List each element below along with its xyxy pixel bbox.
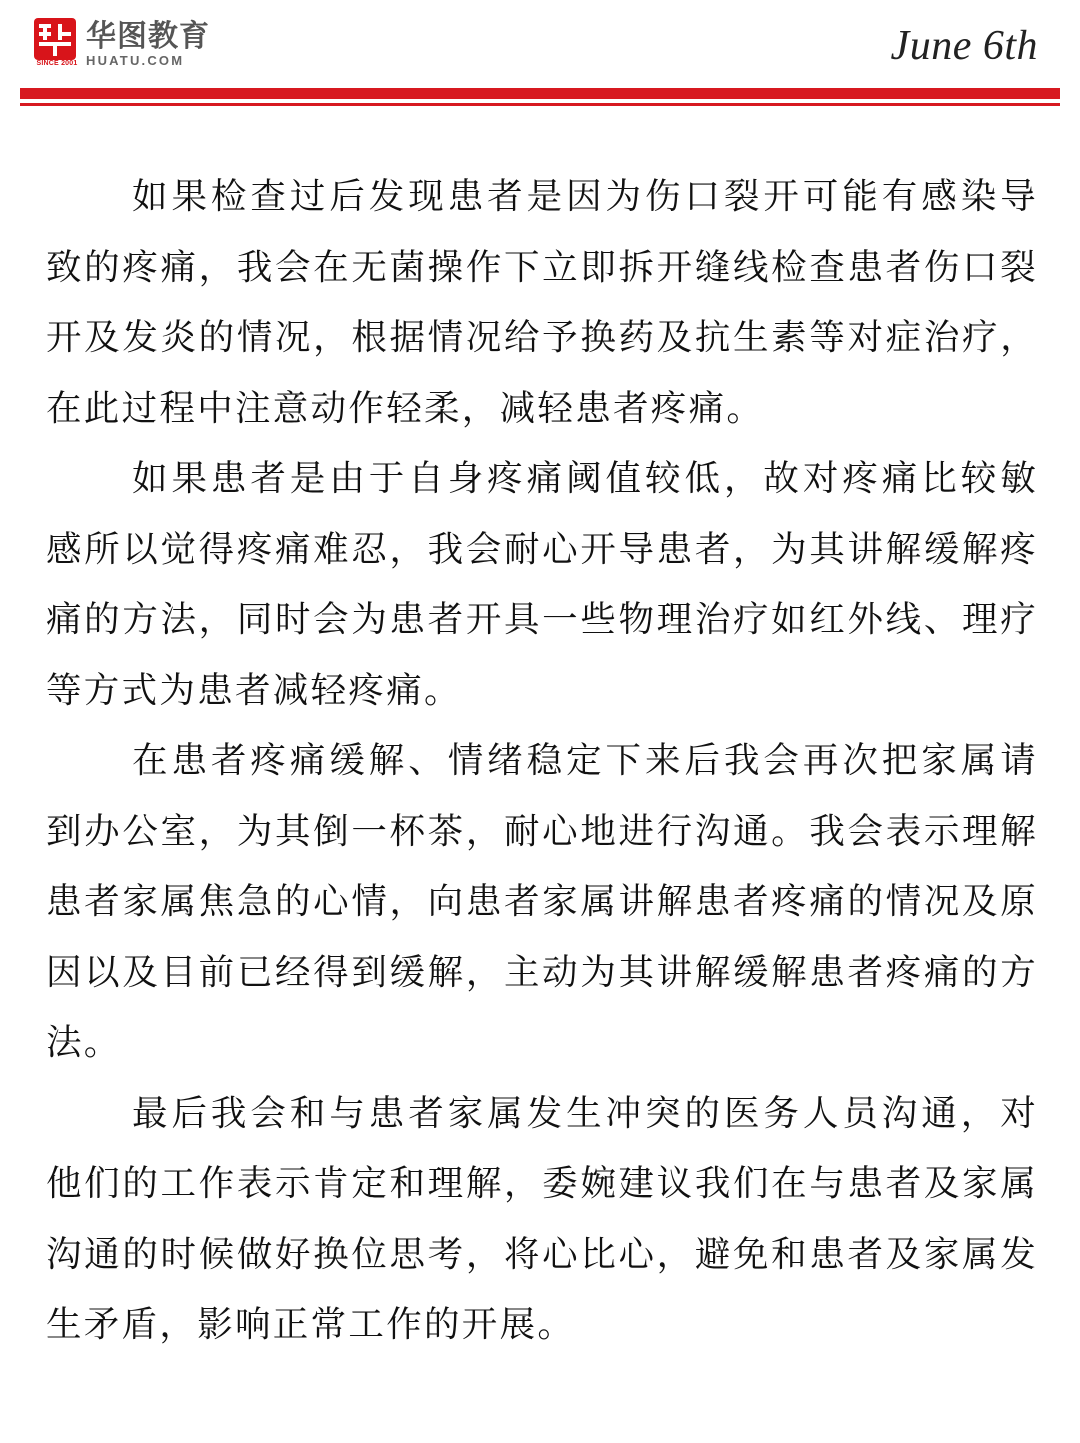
paragraph-2: 如果患者是由于自身疼痛阈值较低，故对疼痛比较敏感所以觉得疼痛难忍，我会耐心开导患者，为其讲解缓解疼痛的方法，同时会为患者开具一些物理治疗如红外线、理疗等方式为患者减轻疼痛。 — [46, 458, 1038, 711]
paragraph-1: 如果检查过后发现患者是因为伤口裂开可能有感染导致的疼痛，我会在无菌操作下立即拆开缝线检查患者伤口裂开及发炎的情况，根据情况给予换药及抗生素等对症治疗，在此过程中注意动作轻柔，减轻患者疼痛。 — [46, 176, 1038, 429]
logo-english-name: HUATU.COM — [86, 53, 185, 68]
logo-emblem-icon — [34, 18, 76, 70]
paragraph-3: 在患者疼痛缓解、情绪稳定下来后我会再次把家属请到办公室，为其倒一杯茶，耐心地进行沟通。我会表示理解患者家属焦急的心情，向患者家属讲解患者疼痛的情况及原因以及目前已经得到缓解，主动为其讲解缓解患者疼痛的方法。 — [46, 740, 1038, 1063]
article-body — [46, 162, 1038, 1361]
header-divider-thin — [20, 103, 1060, 106]
huatu-logo — [34, 18, 210, 74]
logo-chinese-name: 华图教育 — [86, 19, 210, 54]
page-header — [0, 0, 1080, 112]
paragraph-4: 最后我会和与患者家属发生冲突的医务人员沟通，对他们的工作表示肯定和理解，委婉建议我们在与患者及家属沟通的时候做好换位思考，将心比心，避免和患者及家属发生矛盾，影响正常工作的开展。 — [46, 1092, 1038, 1345]
logo-wordmark — [86, 18, 210, 68]
logo-since-text: SINCE 2001 — [36, 60, 78, 67]
header-divider-thick — [20, 88, 1060, 99]
date-label: June 6th — [890, 23, 1038, 69]
